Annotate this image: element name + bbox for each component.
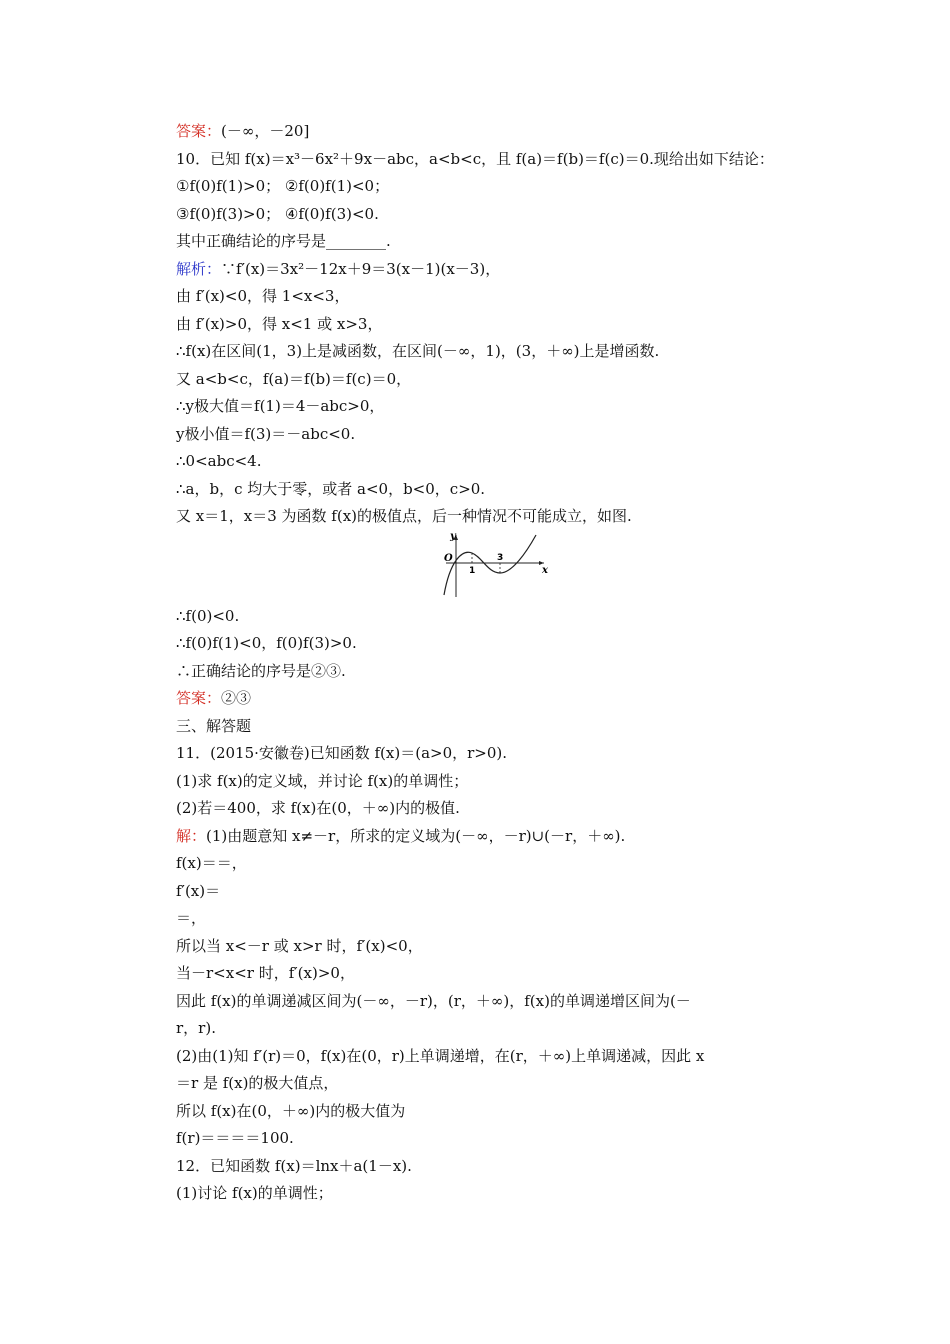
document-page [176, 118, 816, 1208]
solution-step: r，r). [176, 1019, 216, 1037]
problem-10-statement: 10．已知 f(x)＝x³－6x²＋9x－abc，a<b<c，且 f(a)＝f(b)＝f(c)＝0.现给出如下结论： [176, 149, 774, 168]
option-1-2: ①f(0)f(1)>0； ②f(0)f(1)<0； [176, 177, 390, 195]
cubic-graph [432, 531, 552, 599]
tick-label-3: 3 [497, 552, 504, 563]
solution-step: f(x)＝＝， [176, 854, 247, 872]
option-3-4: ③f(0)f(3)>0； ④f(0)f(3)<0. [176, 204, 379, 223]
solution-step: ∴f(0)f(1)<0，f(0)f(3)>0. [176, 634, 357, 652]
analysis-text: ∵f′(x)＝3x²－12x＋9＝3(x－1)(x－3)， [221, 259, 501, 278]
solution-label: 解： [176, 826, 207, 845]
answer-label: 答案： [176, 689, 222, 707]
solution-step: 由 f′(x)>0，得 x<1 或 x>3， [176, 314, 383, 333]
solution-step: 又 a<b<c，f(a)＝f(b)＝f(c)＝0， [176, 369, 412, 388]
cubic-graph-figure [176, 531, 816, 599]
problem-11-part-2: (2)若＝400，求 f(x)在(0，＋∞)内的极值. [176, 799, 460, 817]
section-heading: 三、解答题 [176, 716, 252, 735]
solution-step: ∴f(0)<0. [176, 606, 240, 625]
answer-text: (－∞，－20] [221, 122, 310, 140]
solution-step: f′(x)＝ [176, 881, 221, 900]
answer-line-10 [176, 685, 816, 713]
answer-text: ②③ [221, 689, 252, 707]
solution-step: ∴y极大值＝f(1)＝4－abc>0， [176, 397, 385, 415]
answer-label: 答案： [176, 122, 222, 140]
solution-step: 所以当 x<－r 或 x>r 时，f′(x)<0， [176, 936, 423, 955]
solution-step: ∴a，b，c 均大于零，或者 a<0，b<0，c>0. [176, 479, 486, 498]
solution-step: y极小值＝f(3)＝－abc<0. [176, 424, 356, 443]
solution-step: 因此 f(x)的单调递减区间为(－∞，－r)，(r，＋∞)，f(x)的单调递增区间为(－ [176, 991, 691, 1010]
solution-step: ＝， [176, 909, 207, 927]
solution-step: 由 f′(x)<0，得 1<x<3， [176, 287, 350, 305]
problem-11-part-1: (1)求 f(x)的定义域，并讨论 f(x)的单调性； [176, 771, 469, 790]
solution-step: ∴0<abc<4. [176, 452, 262, 470]
solution-text: (1)由题意知 x≠－r，所求的定义域为(－∞，－r)∪(－r，＋∞). [206, 826, 626, 845]
analysis-label: 解析： [176, 259, 222, 278]
answer-line-9 [176, 118, 816, 146]
x-axis-label: x [542, 564, 548, 576]
solution-step: 又 x＝1，x＝3 为函数 f(x)的极值点，后一种情况不可能成立，如图. [176, 507, 632, 525]
solution-step: 当－r<x<r 时，f′(x)>0， [176, 964, 355, 982]
solution-line [176, 823, 816, 851]
origin-label: O [444, 552, 453, 564]
solution-step: ＝r 是 f(x)的极大值点， [176, 1074, 339, 1092]
analysis-line [176, 256, 816, 284]
tick-label-1: 1 [469, 565, 476, 576]
y-axis-label: y [450, 530, 456, 542]
cubic-curve [444, 535, 536, 595]
problem-10-question: 其中正确结论的序号是________. [176, 232, 391, 250]
solution-step: (2)由(1)知 f′(r)＝0，f(x)在(0，r)上单调递增，在(r，＋∞)上单调递减，因此 x [176, 1046, 705, 1065]
problem-12-statement: 12．已知函数 f(x)＝lnx＋a(1－x). [176, 1156, 412, 1175]
solution-step: ∴f(x)在区间(1，3)上是减函数，在区间(－∞，1)，(3，＋∞)上是增函数. [176, 342, 660, 360]
problem-11-statement: 11．(2015·安徽卷)已知函数 f(x)＝(a>0，r>0). [176, 744, 508, 762]
problem-12-part-1: (1)讨论 f(x)的单调性； [176, 1184, 333, 1202]
solution-step: f(r)＝＝＝＝100. [176, 1129, 294, 1147]
solution-step: 所以 f(x)在(0，＋∞)内的极大值为 [176, 1101, 406, 1120]
solution-step: ∴正确结论的序号是②③. [176, 661, 346, 680]
